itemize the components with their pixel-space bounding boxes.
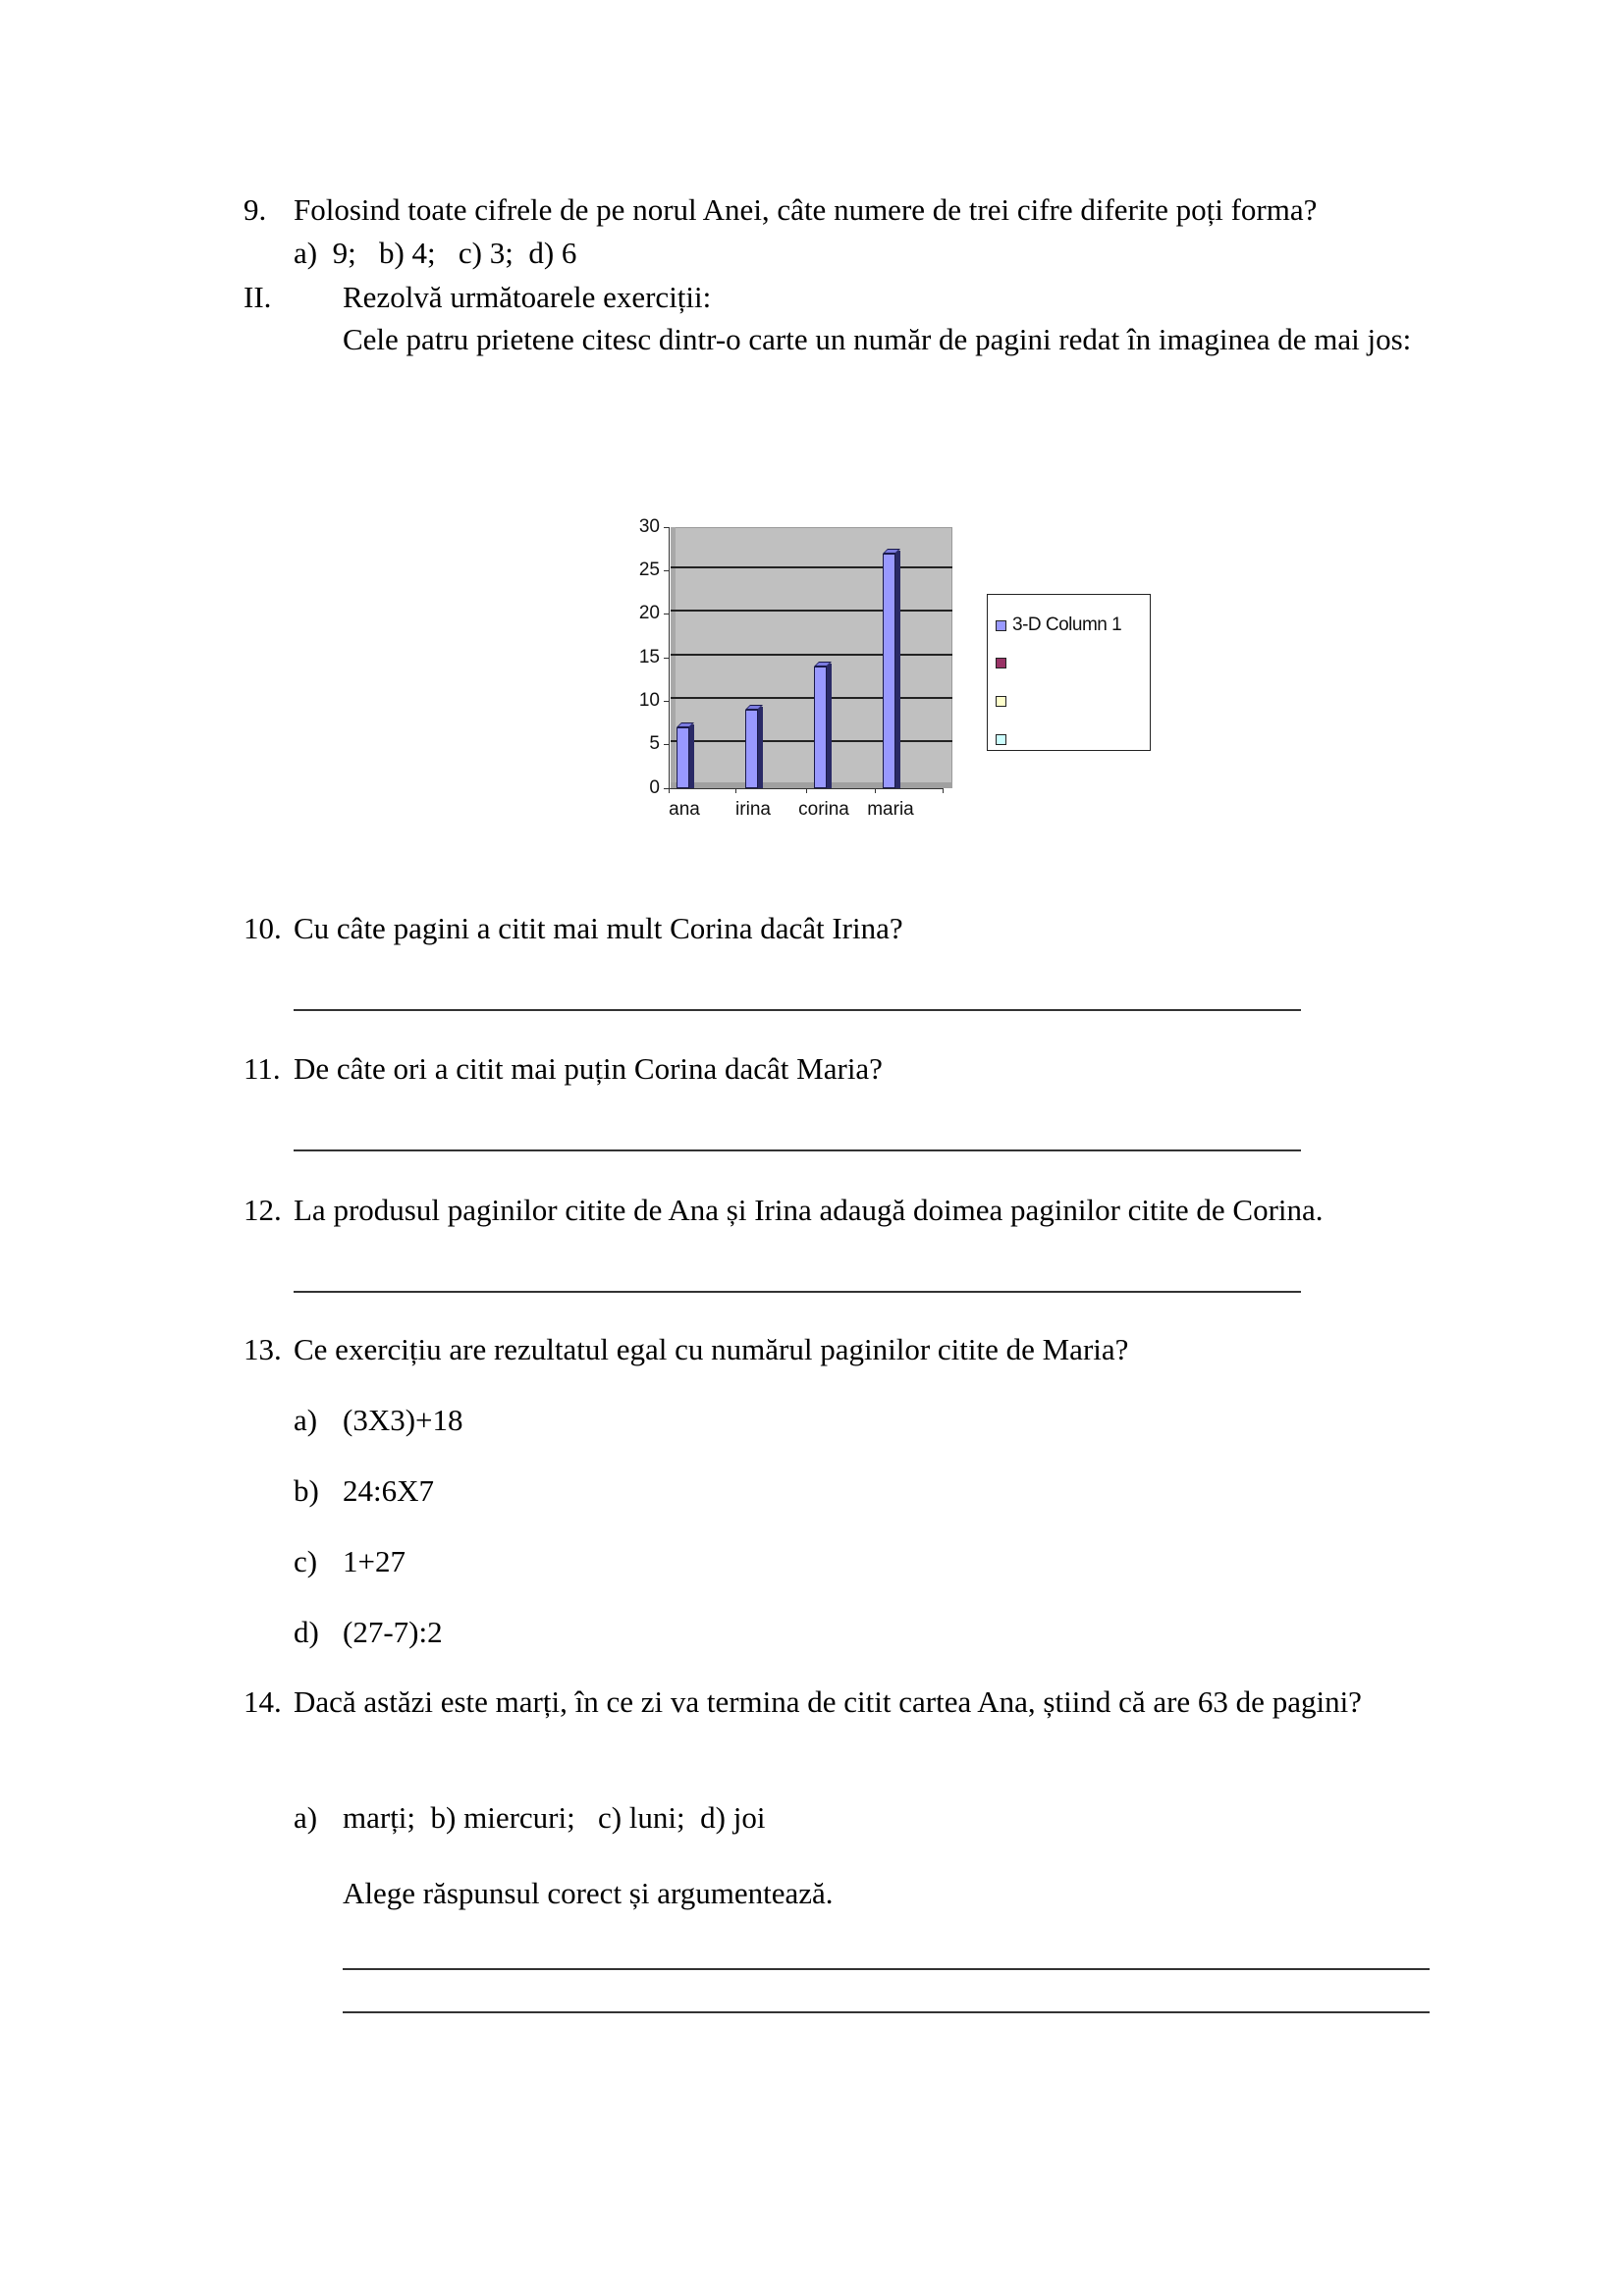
legend-item xyxy=(996,653,1012,672)
legend-swatch-icon xyxy=(996,658,1006,668)
q9-number: 9. xyxy=(244,192,267,227)
q13-option-d-letter: d) xyxy=(294,1615,319,1649)
bar-ana-side xyxy=(689,724,694,788)
x-tick xyxy=(735,788,736,793)
q11-text: De câte ori a citit mai puțin Corina dacât Maria? xyxy=(294,1051,883,1086)
q12-answer-line[interactable] xyxy=(294,1291,1301,1293)
q14-answer-line-2[interactable] xyxy=(343,2011,1430,2013)
bar-ana xyxy=(677,727,689,788)
q11-number: 11. xyxy=(244,1051,281,1086)
x-label-irina: irina xyxy=(735,799,771,820)
y-tick xyxy=(664,744,670,745)
q13-option-a: (3X3)+18 xyxy=(343,1403,463,1437)
q11-answer-line[interactable] xyxy=(294,1149,1301,1151)
q14-options-letter: a) xyxy=(294,1800,318,1835)
q13-number: 13. xyxy=(244,1332,282,1366)
section2-number: II. xyxy=(244,280,272,314)
x-tick xyxy=(875,788,876,793)
legend-item xyxy=(996,615,1121,635)
q10-number: 10. xyxy=(244,911,282,945)
q14-text: Dacă astăzi este marți, în ce zi va termina de citit cartea Ana, știind că are 63 de pagini? xyxy=(294,1684,1362,1719)
y-tick-label: 20 xyxy=(638,603,660,623)
q13-text: Ce exercițiu are rezultatul egal cu numărul paginilor citite de Maria? xyxy=(294,1332,1129,1366)
q9-text: Folosind toate cifrele de pe norul Anei, câte numere de trei cifre diferite poți forma? xyxy=(294,192,1318,227)
q13-option-c-letter: c) xyxy=(294,1544,318,1578)
y-tick-label: 10 xyxy=(638,690,660,711)
q10-text: Cu câte pagini a citit mai mult Corina dacât Irina? xyxy=(294,911,903,945)
x-label-ana: ana xyxy=(669,799,700,820)
gridline-20 xyxy=(671,610,952,612)
gridline-25 xyxy=(671,566,952,568)
bar-irina xyxy=(745,710,758,788)
y-tick-label: 5 xyxy=(649,733,660,754)
y-tick xyxy=(664,701,670,702)
q10-answer-line[interactable] xyxy=(294,1009,1301,1011)
x-tick xyxy=(806,788,807,793)
bar-corina-side xyxy=(827,664,832,788)
q12-text: La produsul paginilor citite de Ana și Irina adaugă doimea paginilor citite de Corina. xyxy=(294,1193,1324,1227)
y-tick xyxy=(664,570,670,571)
q14-answer-line-1[interactable] xyxy=(343,1968,1430,1970)
gridline-5 xyxy=(671,740,952,742)
q13-option-b: 24:6X7 xyxy=(343,1473,434,1508)
legend-swatch-icon xyxy=(996,696,1006,707)
chart-legend xyxy=(987,594,1151,751)
gridline-10 xyxy=(671,697,952,699)
q9-options: a) 9; b) 4; c) 3; d) 6 xyxy=(294,236,577,270)
section2-title: Rezolvă următoarele exerciții: xyxy=(343,280,712,314)
y-tick-label: 30 xyxy=(638,516,660,537)
y-tick-label: 0 xyxy=(649,777,660,798)
q13-option-a-letter: a) xyxy=(294,1403,318,1437)
x-label-corina: corina xyxy=(798,799,849,820)
legend-item xyxy=(996,729,1012,749)
q14-number: 14. xyxy=(244,1684,282,1719)
y-tick-label: 15 xyxy=(638,647,660,667)
y-tick-label: 25 xyxy=(638,560,660,580)
y-tick xyxy=(664,658,670,659)
gridline-15 xyxy=(671,654,952,656)
bar-irina-side xyxy=(758,707,763,788)
x-tick xyxy=(669,788,670,793)
legend-swatch-icon xyxy=(996,734,1006,745)
q13-option-d: (27-7):2 xyxy=(343,1615,443,1649)
legend-swatch-icon xyxy=(996,620,1006,631)
bar-chart xyxy=(628,510,1178,834)
q13-option-b-letter: b) xyxy=(294,1473,319,1508)
legend-item xyxy=(996,691,1012,711)
section2-intro: Cele patru prietene citesc dintr-o carte un număr de pagini redat în imaginea de mai jos: xyxy=(343,322,1412,356)
bar-corina xyxy=(814,667,827,788)
bar-maria xyxy=(883,554,895,788)
y-tick xyxy=(664,527,670,528)
x-label-maria: maria xyxy=(867,799,914,820)
bar-maria-side xyxy=(895,551,900,788)
q12-number: 12. xyxy=(244,1193,282,1227)
x-tick xyxy=(943,788,944,793)
q14-options: marți; b) miercuri; c) luni; d) joi xyxy=(343,1800,766,1835)
legend-label: 3-D Column 1 xyxy=(1012,614,1122,635)
q13-option-c: 1+27 xyxy=(343,1544,406,1578)
q14-instruction: Alege răspunsul corect și argumentează. xyxy=(343,1876,834,1910)
